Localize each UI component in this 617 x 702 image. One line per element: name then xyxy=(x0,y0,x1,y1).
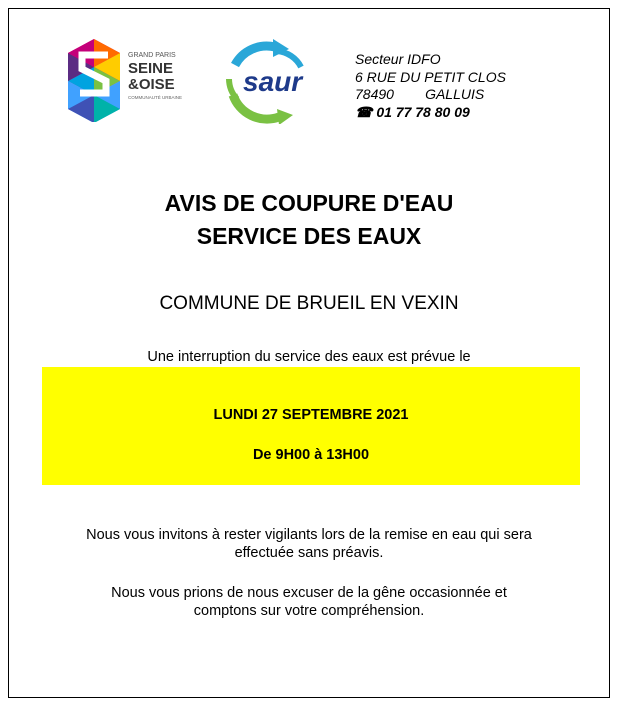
interruption-date: LUNDI 27 SEPTEMBRE 2021 xyxy=(213,407,409,423)
sector-phone-line xyxy=(355,104,506,122)
date-highlight-box xyxy=(42,367,580,485)
gpso-line4: COMMUNAUTÉ URBAINE xyxy=(128,95,183,100)
sector-postal: 78490 xyxy=(355,86,394,102)
apology-line-1: Nous vous prions de nous excuser de la gêne occasionnée et xyxy=(111,585,507,601)
sector-city: GALLUIS xyxy=(425,86,485,102)
vigilance-paragraph xyxy=(9,526,609,562)
sector-address: 6 RUE DU PETIT CLOS xyxy=(355,68,506,85)
sector-name: Secteur IDFO xyxy=(355,51,441,67)
sector-address-block xyxy=(355,51,506,121)
gpso-logo xyxy=(64,37,194,122)
interruption-intro: Une interruption du service des eaux est prévue le xyxy=(147,349,471,365)
apology-line-2: comptons sur votre compréhension. xyxy=(193,603,425,619)
notice-page xyxy=(8,8,610,698)
sector-city-line xyxy=(355,86,506,104)
saur-wordmark: saur xyxy=(243,66,303,97)
interruption-hours: De 9H00 à 13H00 xyxy=(252,447,370,463)
notice-subtitle: SERVICE DES EAUX xyxy=(196,223,422,249)
gpso-line2: SEINE xyxy=(128,60,174,77)
apology-paragraph xyxy=(9,584,609,620)
sector-phone: 01 77 78 80 09 xyxy=(376,103,470,120)
commune-name: COMMUNE DE BRUEIL EN VEXIN xyxy=(159,293,459,314)
gpso-hexagon-icon xyxy=(68,39,120,122)
vigilance-line-2: effectuée sans préavis. xyxy=(234,545,384,561)
gpso-line1: GRAND PARIS xyxy=(128,52,176,59)
gpso-line3: &OISE xyxy=(128,76,175,93)
notice-title: AVIS DE COUPURE D'EAU xyxy=(164,190,454,216)
telephone-icon: ☎ xyxy=(355,103,373,120)
saur-logo xyxy=(219,39,339,124)
vigilance-line-1: Nous vous invitons à rester vigilants lors de la remise en eau qui sera xyxy=(86,527,532,543)
